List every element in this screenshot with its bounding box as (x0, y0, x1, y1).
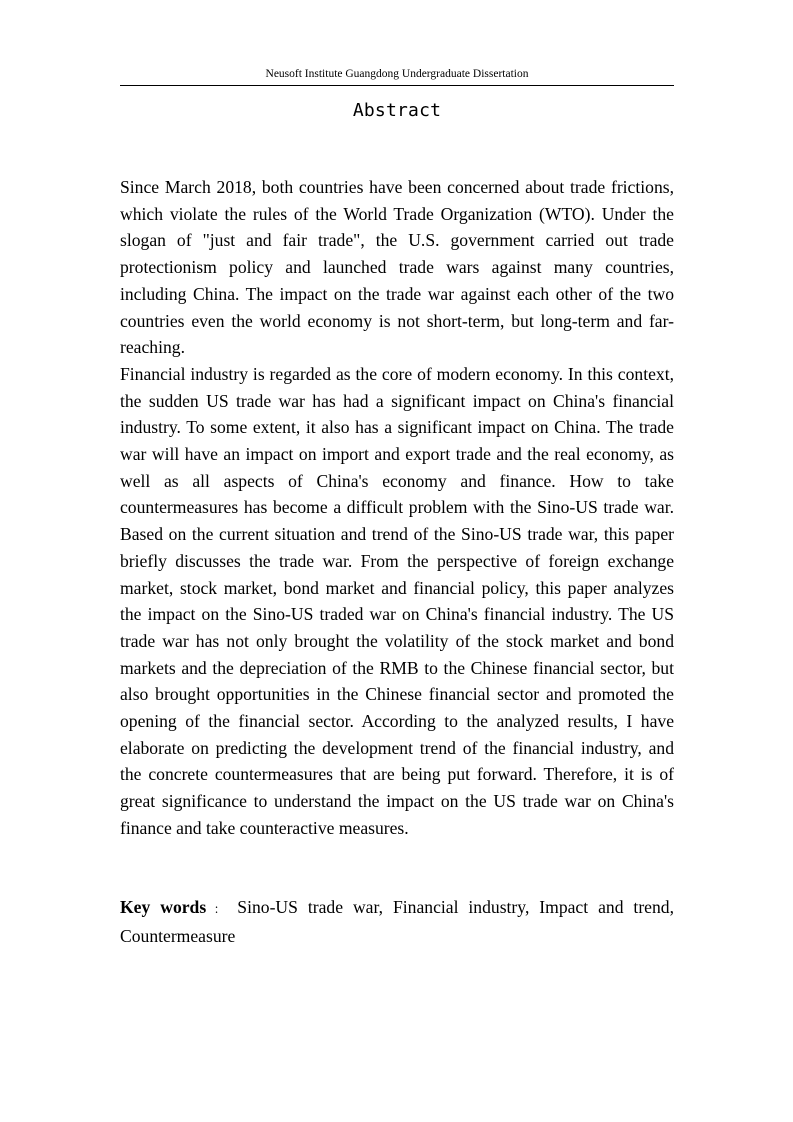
keywords-text: Sino-US trade war, Financial industry, Impact and trend, Countermeasure (120, 897, 674, 946)
keywords-separator: ： (208, 902, 232, 916)
document-page (120, 0, 674, 1122)
abstract-paragraph-2: Financial industry is regarded as the core of modern economy. In this context, the sudden US trade war has had a significant impact on China's financial industry. To some extent, it also has a significant impact on China. The trade war will have an impact on import and export trade and the real economy, as well as all aspects of China's economy and finance. How to take countermeasures has become a difficult problem with the Sino-US trade war. Based on the current situation and trend of the Sino-US trade war, this paper briefly discusses the trade war. From the perspective of foreign exchange market, stock market, bond market and financial policy, this paper analyzes the impact on the Sino-US traded war on China's financial industry. The US trade war has not only brought the volatility of the stock market and bond markets and the depreciation of the RMB to the Chinese financial sector, but also brought opportunities in the Chinese financial sector and promoted the opening of the financial sector. According to the analyzed results, I have elaborate on predicting the development trend of the financial industry, and the concrete countermeasures that are being put forward. Therefore, it is of great significance to understand the impact on the US trade war on China's finance and take counteractive measures. (120, 363, 674, 838)
keywords-label: Key words (120, 897, 207, 917)
abstract-paragraph-1: Since March 2018, both countries have been concerned about trade frictions, which violate the rules of the World Trade Organization (WTO). Under the slogan of "just and fair trade", the U.S. government carried out trade protectionism policy and launched trade wars against many countries, including China. The impact on the trade war against each other of the two countries even the world economy is not short-term, but long-term and far-reaching. (120, 177, 674, 358)
abstract-body (120, 174, 674, 842)
keywords (120, 894, 674, 949)
header-rule (120, 85, 674, 86)
running-header: Neusoft Institute Guangdong Undergraduate Dissertation (265, 68, 529, 80)
abstract-title: Abstract (352, 100, 442, 121)
